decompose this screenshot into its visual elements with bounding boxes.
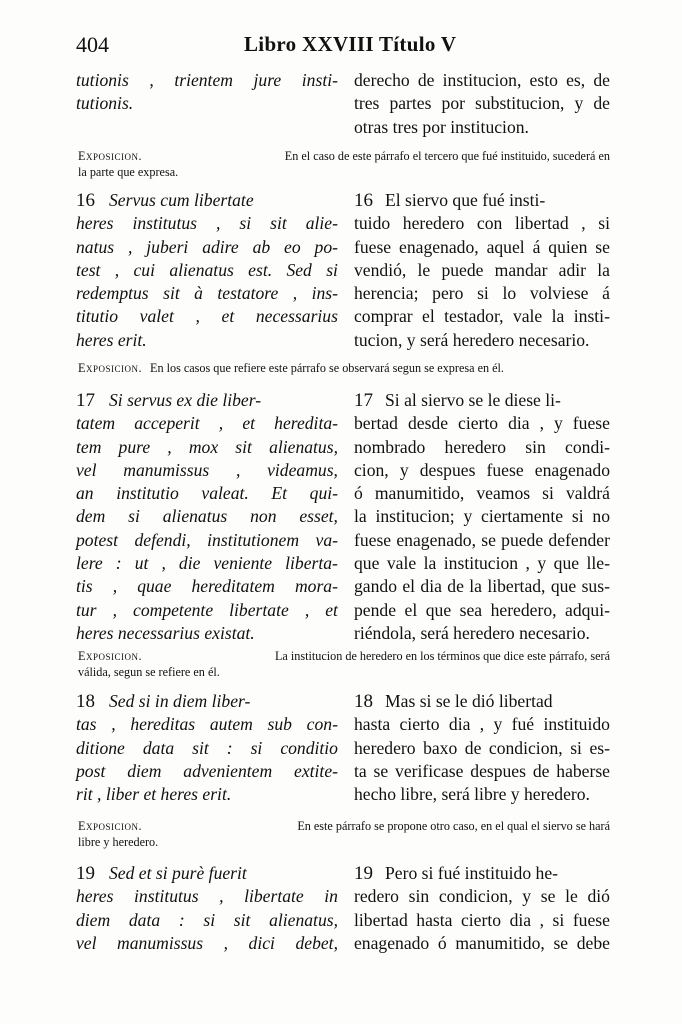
latin-line: tem pure , mox sit alienatus, <box>76 436 338 457</box>
spanish-line: Mas si se le dió libertad <box>385 691 553 711</box>
latin-line: tutionis , trientem jure insti- <box>76 70 338 90</box>
latin-line: diem data : si sit alienatus, <box>76 909 338 930</box>
exposition <box>78 360 610 376</box>
exposition-line: En este párrafo se propone otro caso, en el qual el siervo se hará <box>297 819 610 833</box>
exposition-line: la parte que expresa. <box>78 165 179 179</box>
spanish-line: El siervo que fué insti- <box>385 190 546 210</box>
exposition <box>78 148 610 180</box>
spanish-line: comprar el testador, vale la insti- <box>354 306 610 327</box>
spanish-line: gando el dia de la libertad, que sus- <box>354 576 610 597</box>
exposition-line: libre y heredero. <box>78 835 159 849</box>
latin-column <box>76 389 338 645</box>
spanish-line: ó manumitido, veamos si valdrá <box>354 483 610 504</box>
latin-line: heres institutus , libertate in <box>76 886 338 907</box>
spanish-line: Si al siervo se le diese li- <box>385 390 561 410</box>
spanish-line: nombrado heredero sin condi- <box>354 436 610 457</box>
spanish-line: tuido heredero con libertad , si <box>354 213 610 234</box>
latin-line: potest defendi, institutionem va- <box>76 529 338 550</box>
spanish-line: Pero si fué instituido he- <box>385 863 558 883</box>
latin-column <box>76 862 338 955</box>
latin-line: heres institutus , si sit alie- <box>76 213 338 234</box>
latin-line: vel manumissus , dici debet, <box>76 932 338 953</box>
spanish-line: libertad hasta cierto dia , si fuese <box>354 909 610 930</box>
latin-line: heres erit. <box>76 329 147 350</box>
spanish-column <box>354 862 610 955</box>
latin-line: Servus cum libertate <box>109 190 254 210</box>
spanish-column <box>354 690 610 806</box>
latin-line: redemptus sit à testatore , ins- <box>76 283 338 304</box>
latin-line: titutio valet , et necessarius <box>76 306 338 327</box>
latin-column <box>76 189 338 352</box>
latin-line: post diem advenientem extite- <box>76 760 338 781</box>
latin-line: Sed si in diem liber- <box>109 691 251 711</box>
latin-line: tutionis. <box>76 93 134 114</box>
latin-line: Sed et si purè fuerit <box>109 863 247 883</box>
exposition-label: Exposicion. <box>78 819 142 833</box>
latin-line: rit , liber et heres erit. <box>76 784 232 805</box>
latin-line: heres necessarius existat. <box>76 622 255 643</box>
spanish-line: riéndola, será heredero necesario. <box>354 622 590 643</box>
exposition-label: Exposicion. <box>78 649 142 663</box>
paragraph-number: 16 <box>354 190 373 211</box>
continuation-block <box>76 69 610 139</box>
paragraph-number: 19 <box>354 863 373 884</box>
spanish-line: redero sin condicion, y se le dió <box>354 886 610 907</box>
latin-line: tas , hereditas autem sub con- <box>76 714 338 735</box>
exposition-label: Exposicion. <box>78 149 142 163</box>
latin-line: tur , competente libertate , et <box>76 599 338 620</box>
spanish-line: hecho libre, será libre y heredero. <box>354 784 590 805</box>
spanish-column <box>354 389 610 645</box>
paragraph-number: 18 <box>354 691 373 712</box>
spanish-line: heredero baxo de condicion, si es- <box>354 737 610 758</box>
latin-line: lere : ut , die veniente liberta- <box>76 553 338 574</box>
spanish-line: pende el que sea heredero, adqui- <box>354 599 610 620</box>
paragraph-number: 19 <box>76 863 95 884</box>
paragraph-number: 17 <box>76 390 95 411</box>
exposition-line: En los casos que refiere este párrafo se observará segun se expresa en él. <box>150 361 504 375</box>
latin-column <box>76 69 338 116</box>
paragraph-number: 17 <box>354 390 373 411</box>
exposition-label: Exposicion. <box>78 361 142 375</box>
spanish-line: fuese enagenado, aquel á quien se <box>354 236 610 257</box>
exposition-line: La institucion de heredero en los términos que dice este párrafo, será <box>274 649 610 663</box>
page-header <box>0 32 682 62</box>
latin-line: tis , quae hereditatem mora- <box>76 576 338 597</box>
paragraph-number: 16 <box>76 190 95 211</box>
spanish-line: enagenado ó manumitido, se debe <box>354 932 610 953</box>
spanish-line: herencia; pero si lo volviese á <box>354 283 610 304</box>
paragraph-number: 18 <box>76 691 95 712</box>
latin-line: vel manumissus , videamus, <box>76 459 338 480</box>
exposition-line: En el caso de este párrafo el tercero que fué instituido, sucederá en <box>284 149 610 163</box>
latin-line: ditione data sit : si conditio <box>76 737 338 758</box>
spanish-line: la institucion; y ciertamente si no <box>354 506 610 527</box>
spanish-line: hasta cierto dia , y fué instituido <box>354 714 610 735</box>
spanish-line: que vale la institucion , y que lle- <box>354 553 610 574</box>
latin-line: tatem acceperit , et heredita- <box>76 413 338 434</box>
page-number: 404 <box>76 32 109 57</box>
spanish-line: derecho de institucion, esto es, de <box>354 70 610 90</box>
latin-line: dem si alienatus non esset, <box>76 506 338 527</box>
spanish-line: cion, y despues fuese enagenado <box>354 459 610 480</box>
exposition-line: válida, segun se refiere en él. <box>78 665 220 679</box>
spanish-column <box>354 189 610 352</box>
latin-column <box>76 690 338 806</box>
latin-line: test , cui alienatus est. Sed si <box>76 259 338 280</box>
running-title: Libro XXVIII Título V <box>244 32 457 56</box>
spanish-line: fuese enagenado, se puede defender <box>354 529 610 550</box>
spanish-line: tres partes por substitucion, y de <box>354 93 610 114</box>
spanish-line: vendió, le puede mandar adir la <box>354 259 610 280</box>
spanish-line: otras tres por institucion. <box>354 116 529 137</box>
spanish-line: ta se verificase despues de haberse <box>354 760 610 781</box>
latin-line: an institutio valeat. Et qui- <box>76 483 338 504</box>
exposition <box>78 818 610 850</box>
spanish-line: tucion, y será heredero necesario. <box>354 329 590 350</box>
exposition <box>78 648 610 680</box>
spanish-line: bertad desde cierto dia , y fuese <box>354 413 610 434</box>
latin-line: Si servus ex die liber- <box>109 390 262 410</box>
spanish-column <box>354 69 610 139</box>
latin-line: natus , juberi adire ab eo po- <box>76 236 338 257</box>
